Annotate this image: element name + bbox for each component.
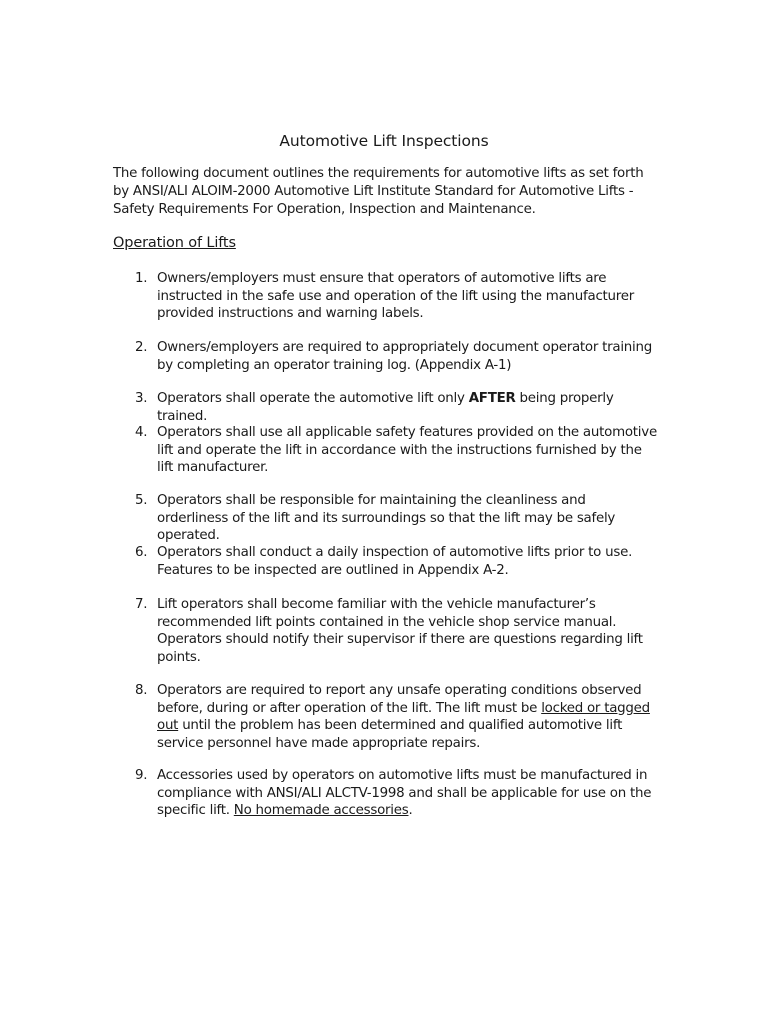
list-item-number: 9. xyxy=(135,768,148,783)
list-item-text-part: . xyxy=(408,803,413,818)
list-item-text xyxy=(157,682,657,752)
list-item-number: 8. xyxy=(135,683,148,698)
list-item-text: Lift operators shall become familiar with the vehicle manufacturer’s recommended lift points contained in the vehicle shop service manual. Operators should notify their supervisor if there are questions regarding lift points. xyxy=(157,597,643,665)
list-item-number: 2. xyxy=(135,340,148,355)
list-item-number: 5. xyxy=(135,493,148,508)
intro-paragraph: The following document outlines the requirements for automotive lifts as set forth by ANSI/ALI ALOIM-2000 Automotive Lift Institute Standard for Automotive Lifts - Safety Requirements For Operation, Inspection and Maintenance. xyxy=(113,166,644,217)
list-item-text-part: Operators shall operate the automotive lift only xyxy=(157,391,469,406)
list-item-text-part: being properly trained. xyxy=(157,391,614,424)
list-item-text-part: Operators are required to report any unsafe operating conditions observed before, during or after operation of the lift. The lift must be xyxy=(157,683,642,716)
section-heading-operation-of-lifts: Operation of Lifts xyxy=(113,235,236,251)
emphasis-after: AFTER xyxy=(468,391,516,406)
list-item-text-part: Accessories used by operators on automotive lifts must be manufactured in compliance with ANSI/ALI ALCTV-1998 and shall be applicable for use on the specific lift. xyxy=(157,768,652,818)
list-item-number: 6. xyxy=(135,545,148,560)
list-item-text xyxy=(157,767,657,820)
emphasis-no-homemade-accessories: No homemade accessories xyxy=(233,803,409,818)
emphasis-locked-or-tagged-out: locked or tagged out xyxy=(157,700,650,733)
list-item-text xyxy=(157,390,657,425)
list-item-number: 1. xyxy=(135,271,148,286)
list-item-text: Operators shall conduct a daily inspection of automotive lifts prior to use. Features to be inspected are outlined in Appendix A-2. xyxy=(157,545,633,578)
list-item-text: Owners/employers must ensure that operators of automotive lifts are instructed in the safe use and operation of the lift using the manufacturer provided instructions and warning labels. xyxy=(157,271,635,321)
list-item-text: Owners/employers are required to appropriately document operator training by completing an operator training log. (Appendix A-1) xyxy=(157,340,653,373)
list-item-text: Operators shall use all applicable safety features provided on the automotive lift and operate the lift in accordance with the instructions furnished by the lift manufacturer. xyxy=(157,425,657,475)
list-item-number: 7. xyxy=(135,597,148,612)
list-item-text: Operators shall be responsible for maintaining the cleanliness and orderliness of the lift and its surroundings so that the lift may be safely operated. xyxy=(157,493,616,543)
list-item-number: 3. xyxy=(135,391,148,406)
list-item-number: 4. xyxy=(135,425,148,440)
document-title: Automotive Lift Inspections xyxy=(279,132,489,150)
list-item-text-part: until the problem has been determined and qualified automotive lift service personnel have made appropriate repairs. xyxy=(157,718,623,751)
